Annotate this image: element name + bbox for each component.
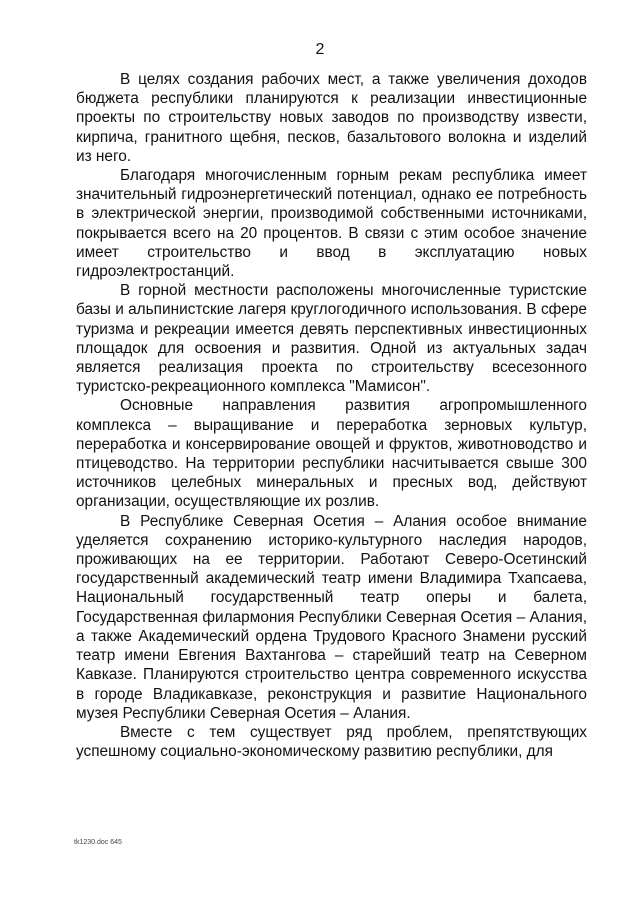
paragraph-culture: В Республике Северная Осетия – Алания особое внимание уделяется сохранению историко-культурного наследия народов, проживающих на ее территории. Работают Северо-Осетинский государственный академический театр имени Владимира Тхапсаева, Национальный государственный театр оперы и балета, Государственная филармония Республики Северная Осетия – Алания, а также Академический ордена Трудового Красного Знамени русский театр имени Евгения Вахтангова – старейший театр на Северном Кавказе. Планируются строительство центра современного искусства в городе Владикавказе, реконструкция и развитие Национального музея Республики Северная Осетия – Алания. [76, 512, 587, 722]
footer-file-code: tk1230.doc 645 [74, 839, 122, 846]
paragraph-tourism: В горной местности расположены многочисленные туристские базы и альпинистские лагеря круглогодичного использования. В сфере туризма и рекреации имеется девять перспективных инвестиционных площадок для освоения и развития. Одной из актуальных задач является реализация проекта по строительству всесезонного туристско-рекреационного комплекса "Мамисон". [76, 282, 587, 396]
page-number: 2 [315, 41, 325, 58]
body-text [76, 70, 587, 761]
paragraph-problems: Вместе с тем существует ряд проблем, препятствующих успешному социально-экономическому развитию республики, для [76, 723, 587, 761]
paragraph-investment-projects: В целях создания рабочих мест, а также увеличения доходов бюджета республики планируются к реализации инвестиционные проекты по строительству новых заводов по производству извести, кирпича, гранитного щебня, песков, базальтового волокна и изделий из него. [76, 71, 587, 165]
paragraph-hydropower: Благодаря многочисленным горным рекам республика имеет значительный гидроэнергетический потенциал, однако ее потребность в электрической энергии, производимой собственными источниками, покрывается всего на 20 процентов. В связи с этим особое значение имеет строительство и ввод в эксплуатацию новых гидроэлектростанций. [76, 167, 587, 281]
paragraph-agriculture: Основные направления развития агропромышленного комплекса – выращивание и переработка зерновых культур, переработка и консервирование овощей и фруктов, животноводство и птицеводство. На территории республики насчитывается свыше 300 источников целебных минеральных и пресных вод, действуют организации, осуществляющие их розлив. [76, 397, 587, 511]
